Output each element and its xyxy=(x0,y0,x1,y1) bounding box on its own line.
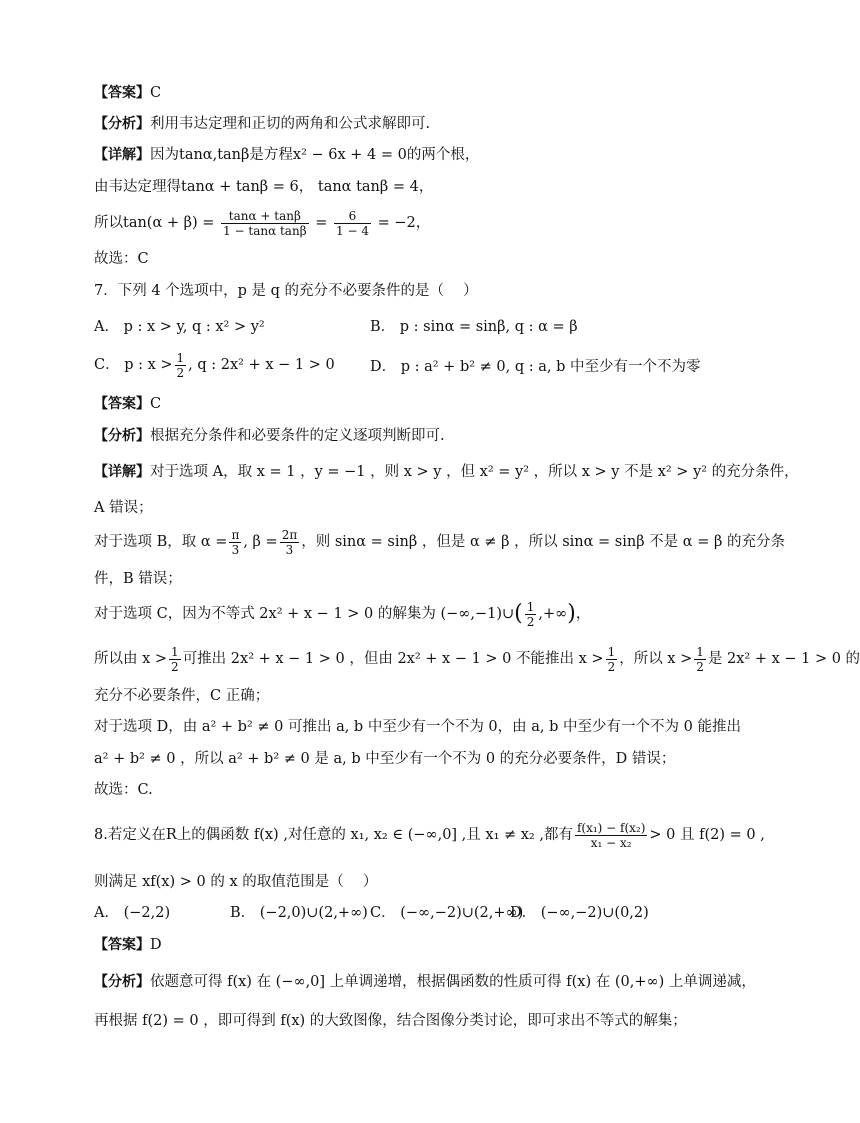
q7-detail-b-line-2: 件，B 错误； xyxy=(94,571,182,587)
q8-stem-line-2: 则满足 xf(x) > 0 的 x 的取值范围是（ ） xyxy=(94,874,378,890)
fraction-numerator: π xyxy=(231,527,240,542)
q7-answer xyxy=(94,394,161,414)
fraction xyxy=(169,645,181,674)
q7-option-b: B． p : sinα = sinβ, q : α = β xyxy=(370,319,578,335)
fraction-numerator: 1 xyxy=(607,644,616,659)
fraction xyxy=(525,600,537,629)
detail-end: ， xyxy=(575,606,591,622)
fraction-numerator: f(x₁) − f(x₂) xyxy=(576,820,646,835)
answer-tag: 【答案】 xyxy=(94,937,150,953)
fraction-denominator: 1 − tanα tanβ xyxy=(223,223,307,238)
q6-detail-line-3 xyxy=(94,208,430,238)
fraction-numerator: tanα + tanβ xyxy=(221,209,309,224)
q7-detail-d-line-2: a² + b² ≠ 0 ，所以 a² + b² ≠ 0 是 a, b 中至少有一个不为 0 的充分必要条件，D 错误； xyxy=(94,751,676,767)
q7-option-d: D． p : a² + b² ≠ 0, q : a, b 中至少有一个不为零 xyxy=(370,359,701,375)
q8-analysis-line-1 xyxy=(94,972,756,992)
fraction-numerator: 1 xyxy=(696,644,704,659)
option-c-prefix: C． p : x > xyxy=(94,357,173,373)
detail-tag: 【详解】 xyxy=(94,147,150,163)
fraction xyxy=(575,821,647,850)
detail-tag: 【详解】 xyxy=(94,464,150,480)
fraction-denominator: 2 xyxy=(171,659,179,674)
detail-suffix: ，则 sinα = sinβ ，但是 α ≠ β ，所以 sinα = sinβ 不是 α = β 的充分条 xyxy=(301,534,785,550)
q7-detail-c-line-3: 充分不必要条件，C 正确； xyxy=(94,688,270,704)
q7-option-a: A． p : x > y, q : x² > y² xyxy=(94,319,265,335)
detail-prefix: 所以tan(α + β) = xyxy=(94,215,215,231)
fraction-denominator: 3 xyxy=(231,542,240,557)
q6-answer xyxy=(94,83,161,103)
fraction-denominator: 1 − 4 xyxy=(336,223,369,238)
stem-part-2: > 0 且 f(2) = 0 , xyxy=(649,827,765,843)
fraction-denominator: 3 xyxy=(285,542,294,557)
detail-suffix: = −2， xyxy=(377,215,431,231)
fraction xyxy=(334,209,371,238)
q6-detail-line-1 xyxy=(94,145,479,165)
q6-conclusion: 故选：C xyxy=(94,251,149,267)
fraction-numerator: 6 xyxy=(334,209,371,224)
q6-detail-line-2: 由韦达定理得tanα + tanβ = 6， tanα tanβ = 4， xyxy=(94,179,434,195)
q7-detail-b-line-1 xyxy=(94,527,785,557)
q7-stem: 7．下列 4 个选项中，p 是 q 的充分不必要条件的是（ ） xyxy=(94,283,478,299)
q7-conclusion: 故选：C. xyxy=(94,782,153,798)
analysis-text: 根据充分条件和必要条件的定义逐项判断即可. xyxy=(150,428,445,444)
q7-detail-a-line-1 xyxy=(94,462,799,482)
fraction xyxy=(606,645,618,674)
detail-part-3: ，所以 x > xyxy=(619,651,693,667)
analysis-text: 依题意可得 f(x) 在 (−∞,0] 上单调递增，根据偶函数的性质可得 f(x) 在 (0,+∞) 上单调递减， xyxy=(150,974,756,990)
q6-analysis xyxy=(94,114,430,134)
fraction-denominator: x₁ − x₂ xyxy=(590,835,632,850)
analysis-tag: 【分析】 xyxy=(94,974,150,990)
detail-part-1: 所以由 x > xyxy=(94,651,168,667)
detail-mid: , β = xyxy=(243,534,278,550)
detail-suffix: ,+∞ xyxy=(538,606,568,622)
option-c-suffix: , q : 2x² + x − 1 > 0 xyxy=(188,357,335,373)
fraction-denominator: 2 xyxy=(607,659,616,674)
detail-part-2: 可推出 2x² + x − 1 > 0 ，但由 2x² + x − 1 > 0 不能推出 x > xyxy=(182,651,604,667)
analysis-text: 利用韦达定理和正切的两角和公式求解即可. xyxy=(150,116,431,132)
answer-tag: 【答案】 xyxy=(94,396,150,412)
detail-part-4: 是 2x² + x − 1 > 0 的 xyxy=(707,651,860,667)
fraction-denominator: 2 xyxy=(526,614,535,629)
fraction-numerator: 1 xyxy=(176,350,185,365)
q7-option-c xyxy=(94,350,335,380)
q8-option-c: C． (−∞,−2)∪(2,+∞) xyxy=(370,905,524,921)
fraction xyxy=(694,645,706,674)
equals-sign: = xyxy=(315,215,328,231)
q8-answer xyxy=(94,935,162,955)
fraction xyxy=(280,528,300,557)
q7-detail-a-line-2: A 错误； xyxy=(94,500,153,516)
q8-option-b: B． (−2,0)∪(2,+∞) xyxy=(230,905,368,921)
fraction-numerator: 1 xyxy=(526,599,535,614)
detail-text: 因为tanα,tanβ是方程x² − 6x + 4 = 0的两个根， xyxy=(150,147,480,163)
q8-option-a: A． (−2,2) xyxy=(94,905,171,921)
detail-text: 对于选项 A，取 x = 1 ，y = −1 ，则 x > y ，但 x² = y² ，所以 x > y 不是 x² > y² 的充分条件， xyxy=(150,464,799,480)
fraction xyxy=(175,351,187,380)
q7-detail-c-line-1 xyxy=(94,599,590,629)
q7-analysis xyxy=(94,426,445,446)
fraction xyxy=(229,528,241,557)
q8-stem-line-1 xyxy=(94,818,765,852)
detail-prefix: 对于选项 B，取 α = xyxy=(94,534,228,550)
fraction-denominator: 2 xyxy=(176,365,185,380)
analysis-tag: 【分析】 xyxy=(94,428,150,444)
left-paren: ( xyxy=(514,601,523,626)
q8-option-d: D． (−∞,−2)∪(0,2) xyxy=(510,905,649,921)
fraction-numerator: 2π xyxy=(281,527,298,542)
fraction-denominator: 2 xyxy=(696,659,704,674)
answer-tag: 【答案】 xyxy=(94,85,150,101)
fraction-numerator: 1 xyxy=(171,644,179,659)
answer-value: C xyxy=(150,85,162,101)
right-paren: ) xyxy=(567,601,576,626)
fraction xyxy=(221,209,309,238)
analysis-tag: 【分析】 xyxy=(94,116,150,132)
answer-value: C xyxy=(150,396,162,412)
q7-detail-d-line-1: 对于选项 D，由 a² + b² ≠ 0 可推出 a, b 中至少有一个不为 0，由 a, b 中至少有一个不为 0 能推出 xyxy=(94,719,741,735)
q8-analysis-line-2: 再根据 f(2) = 0 ，即可得到 f(x) 的大致图像，结合图像分类讨论，即可求出不等式的解集； xyxy=(94,1013,687,1029)
q7-detail-c-line-2 xyxy=(94,644,860,674)
stem-part-1: 8.若定义在R上的偶函数 f(x) ,对任意的 x₁, x₂ ∈ (−∞,0] ,且 x₁ ≠ x₂ ,都有 xyxy=(94,827,573,843)
detail-prefix: 对于选项 C，因为不等式 2x² + x − 1 > 0 的解集为 (−∞,−1)∪ xyxy=(94,606,515,622)
answer-value: D xyxy=(150,937,162,953)
